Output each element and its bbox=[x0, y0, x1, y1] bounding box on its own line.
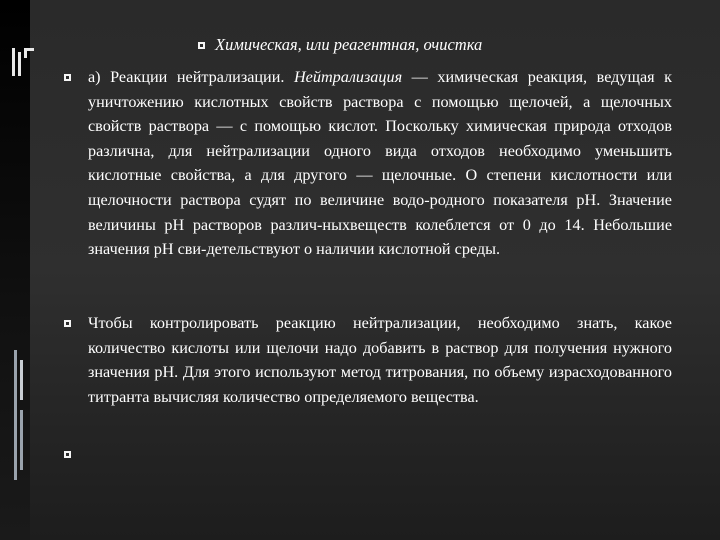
paragraph2-text: Чтобы контролировать реакцию нейтрализации, необходимо знать, какое количество кислоты или щелочи надо добавить в раствор для получения нужного значения pH. Для этого используют метод титрования, по объему израсходованного титранта вычисляя количество определяемого вещества. bbox=[88, 314, 672, 406]
side-bar-decor bbox=[14, 350, 30, 480]
top-corner-decor bbox=[12, 48, 34, 76]
square-bullet-icon bbox=[198, 42, 205, 49]
square-bullet-icon bbox=[64, 451, 71, 458]
slide-heading bbox=[198, 35, 482, 55]
paragraph-neutralization bbox=[88, 65, 672, 262]
empty-bullet-item bbox=[64, 445, 71, 463]
paragraph1-term: Нейтрализация bbox=[293, 68, 403, 86]
heading-text: Химическая, или реагентная, очистка bbox=[215, 35, 483, 54]
square-bullet-icon bbox=[64, 74, 71, 81]
paragraph1-prefix: а) Реакции нейтрализации. bbox=[88, 68, 294, 86]
square-bullet-icon bbox=[64, 320, 71, 327]
paragraph1-body: — химическая реакция, ведущая к уничтожению кислотных свойств раствора с помощью щелочей, а щелочных свойств раствора — с помощью кислот. Поскольку химическая природа отходов различна, для нейтрализации одного вида отходов необходимо уменьшить кислотные свойства, а для другого — щелочные. О степени кислотности или щелочности раствора судят по величине водо-родного показателя pH. Значение величины pH растворов различ-ныхвеществ колеблется от 0 до 14. Небольшие значения pH сви-детельствуют о наличии кислотной среды. bbox=[88, 68, 673, 259]
paragraph-titration bbox=[88, 311, 672, 409]
